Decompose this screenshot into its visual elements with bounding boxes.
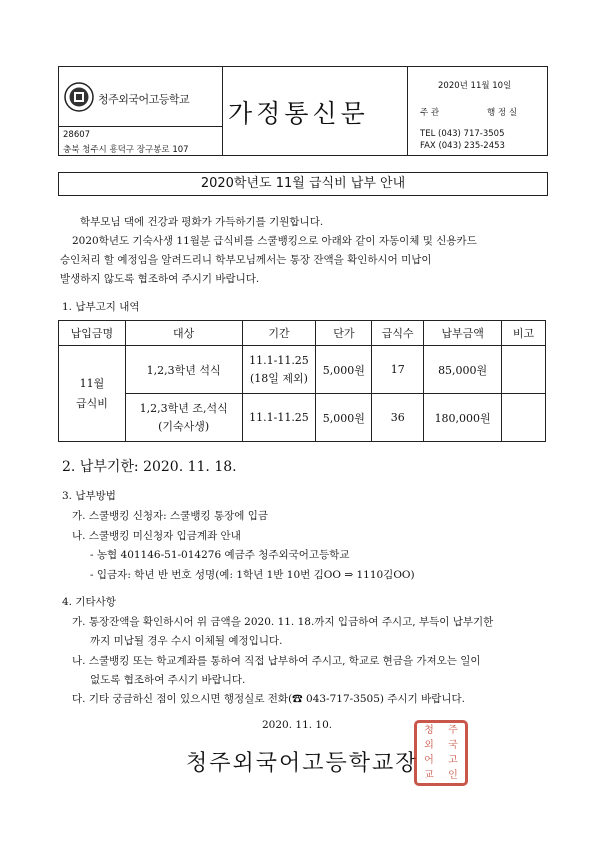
- intro-line-1: 2020학년도 기숙사생 11월분 급식비를 스쿨뱅킹으로 아래와 같이 자동이체 및 신용카드: [72, 235, 477, 247]
- fax-number: FAX (043) 235-2453: [420, 141, 505, 151]
- fee-table: [58, 320, 546, 442]
- issue-date: 2020년 11월 10일: [438, 81, 512, 91]
- note-cell: [502, 346, 546, 394]
- unit-price-cell: 5,000원: [316, 346, 372, 394]
- table-row: [59, 394, 546, 442]
- item-name-line-2: 급식비: [75, 396, 108, 410]
- note-b-line-1: 나. 스쿨뱅킹 또는 학교계좌를 통하여 직접 납부하여 주시고, 학교로 현금을 가져오는 일이: [72, 655, 481, 667]
- note-a-line-1: 가. 통장잔액을 확인하시어 위 금액을 2020. 11. 18.까지 입금하여 주시고, 부득이 납부기한: [72, 616, 494, 628]
- method-a: 가. 스쿨뱅킹 신청자: 스쿨뱅킹 통장에 입금: [72, 510, 268, 522]
- manager-label: 주 관: [420, 108, 440, 118]
- item-name-line-1: 11월: [79, 376, 105, 390]
- target-cell: [125, 394, 242, 442]
- column-header: 단가: [316, 321, 372, 346]
- period-note: (18일 제외): [249, 371, 308, 385]
- manager-value: 행 정 실: [487, 108, 518, 118]
- school-name: 청주외국어고등학교: [98, 93, 190, 106]
- table-header-row: [59, 321, 546, 346]
- item-name-cell: [59, 346, 126, 442]
- intro-line-3: 발생하지 않도록 협조하여 주시기 바랍니다.: [60, 273, 260, 285]
- period-cell: [242, 346, 316, 394]
- official-seal-stamp: 청 주 외 국 어 고 교 인: [414, 720, 468, 786]
- period-cell: 11.1-11.25: [242, 394, 316, 442]
- unit-price-cell: 5,000원: [316, 394, 372, 442]
- table-row: [59, 346, 546, 394]
- column-header: 납입금명: [59, 321, 126, 346]
- principal-signature: 청주외국어고등학교장: [186, 751, 419, 776]
- target-text: 1,2,3학년 조,석식: [139, 401, 228, 415]
- section-3-heading: 3. 납부방법: [62, 490, 116, 502]
- meals-cell: 36: [372, 394, 424, 442]
- section-1-heading: 1. 납부고지 내역: [62, 301, 140, 313]
- bank-account: - 농협 401146-51-014276 예금주 청주외국어고등학교: [90, 549, 350, 561]
- meals-cell: 17: [372, 346, 424, 394]
- depositor-format: - 입금자: 학년 반 번호 성명(예: 1학년 1반 10번 김OO ⇒ 1110김OO): [90, 569, 415, 581]
- column-header: 기간: [242, 321, 316, 346]
- target-note: (기숙사생): [158, 419, 210, 433]
- column-header: 급식수: [372, 321, 424, 346]
- note-a-line-2: 까지 미납될 경우 수시 이체될 예정입니다.: [90, 635, 283, 647]
- footer-date: 2020. 11. 10.: [262, 719, 333, 731]
- target-text: 1,2,3학년 석식: [146, 363, 221, 377]
- school-address: 충북 청주시 흥덕구 장구봉로 107: [63, 145, 189, 155]
- zip-code: 28607: [63, 130, 91, 140]
- document-title: 가정통신문: [228, 99, 369, 128]
- note-cell: [502, 394, 546, 442]
- target-cell: [125, 346, 242, 394]
- column-header: 대상: [125, 321, 242, 346]
- intro-line-2: 승인처리 할 예정임을 알려드리니 학부모님께서는 통장 잔액을 확인하시어 미납이: [60, 254, 432, 266]
- section-4-heading: 4. 기타사항: [62, 596, 116, 608]
- period-text: 11.1-11.25: [249, 353, 309, 367]
- amount-cell: 180,000원: [424, 394, 502, 442]
- column-header: 비고: [502, 321, 546, 346]
- method-b: 나. 스쿨뱅킹 미신청자 입금계좌 안내: [72, 530, 241, 542]
- note-c: 다. 기타 궁금하신 점이 있으시면 행정실로 전화(☎ 043-717-3505) 주시기 바랍니다.: [72, 693, 466, 705]
- subject-title: 2020학년도 11월 급식비 납부 안내: [58, 172, 548, 196]
- school-logo-icon: [64, 82, 94, 112]
- amount-cell: 85,000원: [424, 346, 502, 394]
- column-header: 납부금액: [424, 321, 502, 346]
- payment-deadline: 2. 납부기한: 2020. 11. 18.: [62, 459, 237, 475]
- note-b-line-2: 없도록 협조하여 주시기 바랍니다.: [90, 674, 246, 686]
- greeting: 학부모님 댁에 건강과 평화가 가득하기를 기원합니다.: [80, 216, 324, 228]
- phone-number: TEL (043) 717-3505: [420, 129, 505, 139]
